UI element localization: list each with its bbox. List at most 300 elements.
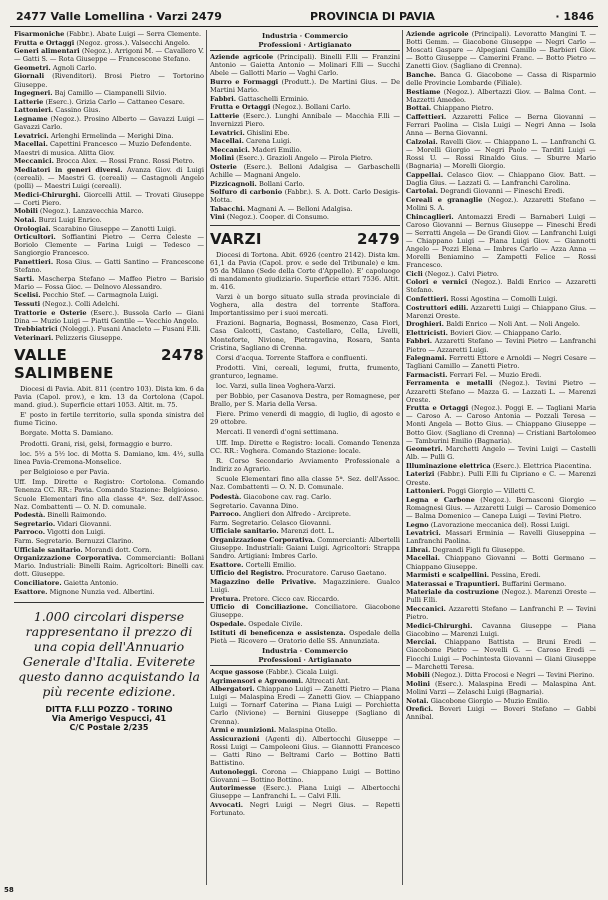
ad-postal-account: C/C Postale 2/235 <box>69 722 149 732</box>
entry-category: Legname <box>14 114 48 123</box>
entry-category: Giornali <box>14 72 45 81</box>
entry-category: Aziende agricole <box>406 30 469 38</box>
directory-entry <box>406 187 596 195</box>
entry-category: Legno <box>406 520 429 529</box>
entry-text: Baj Camillo — Ciampanelli Silvio. <box>52 89 167 98</box>
directory-entry <box>14 554 204 578</box>
entry-category: Levatrici. <box>14 131 49 140</box>
directory-entry <box>14 511 204 519</box>
entry-text: Celasco Giov. — Chiappano Giov. Batt. — Daglia Gius. — Lazzati G. — Lanfranchi Carolina. <box>406 170 596 187</box>
entry-category: Notai. <box>14 216 37 225</box>
description-paragraph: Uff. Imp. Dirette e Registro: locali. Comando Tenenza CC. RR.: Voghera. Comando Stazione: locale. <box>210 438 400 455</box>
directory-entry <box>210 668 400 676</box>
ad-text: 1.000 circolari disperse rappresentano il prezzo di una copia dell'Annuario Generale d'Italia. Eviterete questo danno acquistando la più recente edizione. <box>18 608 200 699</box>
entry-category: Materiale da costruzione <box>406 588 499 597</box>
directory-entry <box>14 309 204 325</box>
entry-category: Mediatori in generi diversi. <box>14 166 123 174</box>
entry-text: Vidari Giovanni. <box>55 519 112 528</box>
directory-entry <box>406 113 596 137</box>
entry-category: Ufficiale sanitario. <box>210 527 279 536</box>
entry-text: Agnoli Carlo. <box>50 63 97 72</box>
entry-category: Bottai. <box>406 104 432 113</box>
entry-text: Arlenghi Ermelinda — Merighi Dina. <box>48 131 174 140</box>
entry-text: (Negoz.). Bollani Carlo. <box>270 103 351 112</box>
entry-text: Segretario. Cavanna Dino. <box>210 501 299 510</box>
entry-text: Bovieri Giov. — Chiappano Carlo. <box>447 328 562 337</box>
directory-entry <box>406 270 596 278</box>
directory-entry <box>406 354 596 370</box>
entry-text: Morandi dott. Corn. <box>82 545 152 554</box>
description-paragraph: Corsi d'acqua. Torrente Staffora e confluenti. <box>216 353 368 362</box>
description-paragraph: Mercati. Il venerdì d'ogni settimana. <box>216 428 339 437</box>
directory-entry <box>14 72 204 88</box>
entry-category: Legna e Carbone <box>406 495 475 504</box>
entry-category: Confettieri. <box>406 295 449 303</box>
header-left: 2477 Valle Lomellina · Varzi 2479 <box>16 10 222 23</box>
entry-category: Tabacchi. <box>210 204 246 213</box>
entry-text: Magnani A. — Belloni Adalgisa. <box>245 204 353 213</box>
description-paragraph: Prodotti. Grani, risi, gelsi, formaggio e burro. <box>20 439 173 448</box>
entry-text: Ravelli Giov. — Chiappano L. — Lanfranchi G. — Morelli Giorgio — Negri Paolo — Tarditi Luigi — Rossi U. — Rossi Rinaldo Gius. — Sburre Mario (Bagnaria) — Morelli Giorgio. <box>406 137 596 170</box>
entry-text: Azzaretti Felice — Berna Giovanni — Ferrari Paolina — Cisla Luigi — Negri Anna — Isola Anna — Berna Giovanni. <box>406 112 596 138</box>
directory-entry <box>14 495 204 511</box>
entry-category: Medici-Chirurghi. <box>406 621 473 630</box>
section-subheading: Professioni · Artigianato <box>210 41 400 51</box>
directory-entry <box>406 445 596 461</box>
entry-category: Assicurazioni <box>210 734 260 743</box>
entry-text: Procuratore. Caruso Gaetano. <box>284 569 387 578</box>
entry-text: (Negoz. gross.). Valsecchi Angelo. <box>74 38 190 47</box>
directory-entry <box>210 527 400 535</box>
town-heading <box>210 230 400 248</box>
entry-text: Magazziniere. Gualco Luigi. <box>210 578 400 595</box>
entry-category: Pretura. <box>210 594 241 603</box>
entry-category: Albergatori. <box>210 685 255 694</box>
entry-text: Ghislini Ebe. <box>244 128 290 137</box>
entry-category: Mobili <box>14 207 38 216</box>
entry-category: Bestiame <box>406 87 441 96</box>
entry-text: (Eserc.). Piana Luigi — Albertocchi Giuseppe — Lanfranchi L. — Calvi F.lli. <box>210 784 400 801</box>
directory-entry <box>210 677 400 685</box>
entry-text: (Negoz.). Poggi E. — Tagliani Maria — Caroso A. — Caroso Antonia — Pozzali Teresa — Monti Angela — Botto Gius. — Chiappano Giuseppe — Botto Giov. (Sagliano di Crenna) — Cristiani Bartolomeo — Tamburini Emilio (Bagnaria). <box>406 404 596 445</box>
directory-entry <box>14 528 204 536</box>
entry-text: Giorcelli Attil. — Trovati Giuseppe — Corti Piero. <box>14 190 204 207</box>
directory-entry <box>14 98 204 106</box>
entry-category: Burro e Formaggi <box>210 77 279 86</box>
entry-category: Parroco. <box>14 528 45 537</box>
header-page: · 1846 <box>555 10 594 23</box>
entry-text: (Fabbr.). Cicala Luigi. <box>263 667 339 676</box>
town-description <box>14 385 204 476</box>
description-paragraph: loc. 5½ a 5½ loc. di Motta S. Damiano, km. 4½, sulla linea Pavia-Cremona-Monselice. <box>14 449 204 466</box>
entry-category: Lattonieri. <box>406 487 446 496</box>
entry-category: Illuminazione elettrica <box>406 461 491 470</box>
entry-text: (Negoz.). Ditta Frocosi e Negri — Tevini Pierino. <box>429 671 595 680</box>
entry-category: Pizzicagnoli. <box>210 179 257 188</box>
entry-category: Organizzazione Corporativa. <box>14 554 122 563</box>
entry-category: Ospedale. <box>210 620 247 628</box>
directory-entry <box>14 157 204 165</box>
entry-text: Vigotti don Luigi. <box>45 528 106 537</box>
entry-text: Pessina, Eredi. <box>489 571 541 580</box>
entry-category: Macellai. <box>14 140 48 149</box>
entry-category: Merciai. <box>406 638 437 647</box>
entry-text: Chiappano Battista — Bruni Eredi — Giacobone Pietro — Novelli G. — Caroso Eredi — Fiocchi Luigi — Pochintesta Giovanni — Giani Giuseppe — Marchetti Teresa. <box>406 638 596 671</box>
entry-text: (Negoz.). Marenzi Oreste — Pulli F.lli. <box>406 588 596 605</box>
entry-category: Fabbri. <box>210 94 237 103</box>
entry-text: Antomazzi Eredi — Barnaberi Luigi — Caroso Giovanni — Bernus Giuseppe — Fineschi Eredi — Serratti Angela — De Grandi Giov. — Lanfranchi Luigi — Chiappano Luigi — Piana Luigi Giov. — Giannotti Angelo — Pozzi Elena — Imbres Carlo — Azza Anna — Morelli Beniamino — Zampetti Felice — Rossi Francesco. <box>406 212 596 270</box>
directory-entry <box>210 629 400 645</box>
entry-category: Farmacisti. <box>406 370 448 379</box>
entry-category: Ingegneri. <box>14 89 53 98</box>
directory-entry <box>406 171 596 187</box>
entry-text: Giacobone cav. rag. Carlo. <box>241 493 332 502</box>
entry-list <box>14 478 204 596</box>
entry-category: Notai. <box>406 696 429 705</box>
entry-category: Latterie <box>210 111 240 120</box>
directory-entry <box>210 146 400 154</box>
directory-entry <box>210 801 400 817</box>
town-name: VALLE SALIMBENE <box>14 345 114 382</box>
entry-category: Colori e vernici <box>406 278 468 287</box>
entry-category: Orefici. <box>406 705 434 714</box>
entry-category: Generi alimentari <box>14 47 80 56</box>
entry-category: Falegnami. <box>406 354 447 363</box>
directory-entry <box>406 320 596 328</box>
directory-entry <box>406 30 596 70</box>
entry-category: Levatrici. <box>210 128 245 137</box>
page-header <box>10 10 598 27</box>
directory-entry <box>14 537 204 545</box>
entry-category: Tessuti <box>14 300 41 308</box>
entry-text: (Negoz.). Azzaretti Stefano — Molini S. A. <box>406 195 596 212</box>
directory-entry <box>406 295 596 303</box>
entry-text: Ferretti Ettore e Arnoldi — Negri Cesare — Tagliani Camillo — Zanetti Pietro. <box>406 354 596 371</box>
directory-entry <box>14 291 204 299</box>
description-paragraph: per Bobbio, per Casanova Destra, per Romagnese, per Brallo, per S. Maria della Versa. <box>210 392 400 409</box>
description-paragraph: Prodotti. Vini, cereali, legumi, frutta, frumento, granturco, legname. <box>210 363 400 380</box>
entry-category: Istituti di beneficenza e assistenza. <box>210 628 346 637</box>
directory-entry <box>14 300 204 308</box>
directory-entry <box>406 337 596 353</box>
directory-entry <box>14 39 204 47</box>
directory-entry <box>406 705 596 721</box>
entry-text: Marchetti Angelo — Tevini Luigi — Castelli Alb. — Pulli G. <box>406 445 596 462</box>
entry-text: Altrecati Ant. <box>303 676 351 685</box>
directory-entry <box>210 536 400 560</box>
entry-category: Marmisti e scalpellini. <box>406 571 489 580</box>
entry-text: Marenzi dott. L. <box>278 527 335 536</box>
entry-text: Binelli Raimondo. <box>45 511 107 520</box>
entry-text: (Fabbr.). S. A. Dott. Carlo Desigis-Motta. <box>210 188 400 205</box>
directory-entry <box>14 47 204 63</box>
directory-entry <box>210 685 400 725</box>
entry-category: Autorimesse <box>210 784 257 793</box>
entry-text: Baldi Enrico — Noli Ant. — Noli Angelo. <box>443 320 580 329</box>
entry-text: (Negoz.). Lanzavecchia Marco. <box>37 207 144 216</box>
entry-text: Degrandi Figli fu Giuseppe. <box>430 545 525 554</box>
entry-text: (Fabbr.). Pulli F.lli fu Cipriano e C. — Marenzi Oreste. <box>406 470 596 487</box>
town-number: 2478 <box>161 345 204 364</box>
entry-text: (Negoz.). Calvi Pietro. <box>422 269 499 278</box>
directory-entry <box>210 561 400 569</box>
entry-text: Rosa Gius. — Gatti Santino — Francescone Stefano. <box>14 258 204 275</box>
entry-text: (Fabbr.). Abate Luigi — Serra Clemente. <box>64 30 202 38</box>
entry-text: Pecchio Stef. — Carmagnola Luigi. <box>40 291 159 300</box>
directory-entry <box>210 180 400 188</box>
entry-text: Chiappano Giovanni — Botti Germano — Chiappano Giuseppe. <box>406 554 596 571</box>
entry-category: Magazzino delle Privative. <box>210 578 317 587</box>
description-paragraph: Diocesi di Pavia. Abit. 811 (centro 103). Dista km. 6 da Pavia (Capol. prov.), e km. 13 da Cortolona (Capol. mand. giud.). Superficie ettari 1053. Altit. m. 75. <box>14 384 204 410</box>
directory-entry <box>406 554 596 570</box>
entry-text: Farm. Segretario. Celasco Giovanni. <box>210 518 332 527</box>
entry-text: Azzaretti Stefano — Lanfranchi P. — Tevini Pietro. <box>406 604 596 622</box>
entry-text: Azzaretti Stefano — Tevini Pietro — Lanfranchi Pietro — Azzaretti Luigi. <box>406 337 596 354</box>
entry-category: Elettricisti. <box>406 328 448 337</box>
entry-list <box>210 668 400 817</box>
entry-category: Macellai. <box>210 137 244 146</box>
entry-category: Librai. <box>406 545 431 554</box>
directory-entry <box>406 622 596 638</box>
entry-category: Conciliatore. <box>14 579 62 588</box>
entry-text: Massari Erminia — Ravelli Giuseppina — Lanfranchi Paolina. <box>406 529 596 546</box>
directory-entry <box>406 88 596 104</box>
directory-entry <box>14 140 204 148</box>
entry-category: Sarti. <box>14 274 35 283</box>
entry-text: (Eserc.). Elettrica Piacentina. <box>490 461 592 470</box>
entry-text: (Negoz.). Prosino Alberto — Gavazzi Luigi — Gavazzi Carlo. <box>14 114 204 132</box>
entry-category: Podestà. <box>210 493 242 502</box>
entry-text: Brocca Alex. — Rossi Franc. Rossi Pietro. <box>53 157 195 166</box>
entry-category: Cicli <box>406 269 423 278</box>
entry-category: Aziende agricole <box>210 53 274 62</box>
entry-category: Laterizi <box>406 470 435 479</box>
directory-entry <box>14 64 204 72</box>
entry-category: Acque gassose <box>210 667 264 676</box>
entry-text: Uff. Imp. Dirette e Registro: Cortolona. Comando Tenenza CC. RR.: Pavia. Comando Stazione: Belgioioso. <box>14 477 204 494</box>
entry-category: Droghieri. <box>406 320 444 329</box>
entry-text: Azzaretti Luigi — Chiappano Gius. — Marenzi Oreste. <box>406 303 596 320</box>
directory-entry <box>406 588 596 604</box>
directory-entry <box>210 603 400 619</box>
directory-entry <box>210 137 400 145</box>
entry-category: Meccanici. <box>210 145 250 154</box>
directory-entry <box>210 103 400 111</box>
page-number: 58 <box>4 886 14 894</box>
entry-category: Mobili <box>406 671 430 680</box>
directory-entry <box>210 578 400 594</box>
directory-entry <box>210 95 400 103</box>
entry-text: (Principali). Binelli F.lli — Franzini Antonio — Gaietta Antonio — Molinari F.lli — Succhi Abele — Gallotti Mario — Vaghi Carlo. <box>210 53 400 78</box>
entry-text: Ospedale Civile. <box>246 620 303 628</box>
entry-text: Maestri di musica. Alitta Giov. <box>14 148 115 157</box>
entry-text: (Negoz.). Cooper. di Consumo. <box>224 213 329 222</box>
description-paragraph: Diocesi di Tortona. Abit. 6926 (centro 2142). Dista km. 61,1 da Pavia (Capol. prov. e sede del Tribunale) e km. 95 da Milano (Sede della Corte d'Appello). E' capoluogo di mandamento giudiziario. Superficie ettari 7536. Altit. m. 416. <box>210 250 400 291</box>
entry-text: Farm. Segretario. Bernuzzi Clarino. <box>14 537 134 546</box>
entry-text: Maderi Emilio. <box>249 145 302 154</box>
entry-text: (Eserc.). Belloni Adalgisa — Garbaschelli Achille — Magnani Angelo. <box>210 162 400 179</box>
directory-entry <box>210 493 400 501</box>
directory-entry <box>14 115 204 131</box>
entry-text: Capettini Francesco — Muzio Defendente. <box>47 140 192 149</box>
directory-entry <box>406 638 596 670</box>
entry-text: Scuole Elementari fino alla classe 4ª. Sez. dell'Assoc. Naz. Combattenti — O. N. D. comunale. <box>14 494 204 511</box>
column-3 <box>406 30 596 890</box>
entry-text: Buffarini Germano. <box>499 579 567 588</box>
directory-entry <box>14 325 204 333</box>
entry-text: Chiappano Luigi — Zanetti Pietro — Piana Luigi — Malaspina Eredi — Zanetti Giov. — Chiappano Luigi — Tornarf Caterina — Piana Luigi — Porchietta Carlo (Nivione) — Bernini Giuseppe (Sagliano di Crenna). <box>210 685 400 726</box>
directory-entry <box>14 89 204 97</box>
entry-category: Ferramenta e metalli <box>406 379 493 388</box>
directory-entry <box>406 213 596 270</box>
entry-text: Negri Luigi — Negri Gius. — Repetti Fortunato. <box>210 800 400 818</box>
entry-text: Malaspina Otello. <box>276 726 338 735</box>
entry-category: Trebbiatrici <box>14 325 58 334</box>
directory-entry <box>210 595 400 603</box>
directory-entry <box>210 53 400 77</box>
entry-text: Gattaschelli Erminio. <box>236 94 309 103</box>
entry-category: Vini <box>210 213 225 222</box>
entry-text: Degrandi Giovanni — Fineschi Eredi. <box>438 187 565 196</box>
directory-entry <box>406 487 596 495</box>
entry-text: Corona — Chiappano Luigi — Bottino Giovanni — Bottino Bottino. <box>210 767 400 784</box>
directory-entry <box>14 520 204 528</box>
directory-entry <box>406 496 596 520</box>
entry-category: Armi e munizioni. <box>210 726 277 735</box>
directory-entry <box>406 278 596 294</box>
entry-category: Chincaglieri. <box>406 212 454 221</box>
entry-list <box>210 493 400 645</box>
directory-entry <box>210 112 400 128</box>
column-divider <box>206 30 207 885</box>
directory-entry <box>210 129 400 137</box>
directory-entry <box>210 188 400 204</box>
entry-text: (Produtt.). De Martini Gius. — De Martini Mario. <box>210 77 400 95</box>
directory-entry <box>14 191 204 207</box>
directory-entry <box>14 30 204 38</box>
entry-text: (Principali). Levoratto Mangini T. — Botti Gemm. — Giacobone Giuseppe — Negri Carlo — Moscati Gaspare — Alpegiani Camillo — Barbieri Giov. — Botto Giuseppe — Camerini Franc. — Botto Pietro — Zanetti Giov. (Sagliano di Crenna). <box>406 30 596 71</box>
description-paragraph: Scuole Elementari fino alla classe 5ª. Sez. dell'Assoc. Naz. Combattenti — O. N. D. Comunale. <box>210 474 400 491</box>
directory-entry <box>14 106 204 114</box>
section-subheading: Professioni · Artigianato <box>210 656 400 666</box>
entry-category: Orologiai. <box>14 224 51 233</box>
description-paragraph: Borgate. Motta S. Damiano. <box>20 429 114 438</box>
entry-category: Geometri. <box>14 63 51 72</box>
description-paragraph: per Belgioioso e per Pavia. <box>20 467 110 476</box>
directory-entry <box>406 404 596 444</box>
directory-entry <box>210 768 400 784</box>
directory-entry <box>406 521 596 529</box>
description-paragraph: Fiere. Primo venerdì di maggio, di luglio, di agosto e 29 ottobre. <box>210 410 400 427</box>
directory-entry <box>210 78 400 94</box>
entry-text: Bollani Carlo. <box>256 179 305 188</box>
description-paragraph: Frazioni. Bagnaria, Bognassi, Bosmenzo, Casa Fiori, Casa Galcotti, Castano, Castellaro, Cella, Livelli, Monteforte, Nivione, Pietragavina, Rosara, Santa Cristina, Sagliano di Crenna. <box>210 319 400 352</box>
directory-entry <box>14 149 204 157</box>
directory-entry <box>406 462 596 470</box>
directory-entry <box>406 671 596 679</box>
entry-category: Osterie <box>210 162 237 171</box>
directory-entry <box>14 207 204 215</box>
entry-category: Cartolai. <box>406 187 439 196</box>
directory-entry <box>14 546 204 554</box>
entry-category: Panettieri. <box>14 258 54 267</box>
entry-category: Esattore. <box>14 587 48 596</box>
entry-text: Scarabino Giuseppe — Zanotti Luigi. <box>50 224 177 233</box>
entry-text: Chiappano Pietro. <box>431 104 494 113</box>
entry-category: Materassai e Trapuntieri. <box>406 579 500 588</box>
entry-category: Frutta e Ortaggi <box>406 404 469 413</box>
entry-text: (Agenti di). Albertocchi Giuseppe — Rossi Luigi — Campoleoni Gius. — Giannotti Francesco — Gatti Rino — Beltrami Carlo — Bottino Batti Battistino. <box>210 734 400 767</box>
town-number: 2479 <box>357 229 400 248</box>
column-1 <box>14 30 204 890</box>
entry-category: Calzolai. <box>406 137 438 146</box>
town-name: VARZI <box>210 229 262 248</box>
entry-category: Molini <box>210 154 235 163</box>
entry-category: Cappellai. <box>406 170 444 179</box>
entry-text: (Eserc.). Grizia Carlo — Cattaneo Cesare. <box>43 97 185 106</box>
entry-category: Geometri. <box>406 445 443 454</box>
entry-category: Fisarmoniche <box>14 30 65 38</box>
entry-category: Podestà. <box>14 511 46 520</box>
directory-entry <box>406 329 596 337</box>
entry-category: Macellai. <box>406 554 440 563</box>
entry-text: Banca G. Giacobone — Cassa di Risparmio delle Provincie Lombarde (Filiale). <box>406 70 596 88</box>
directory-entry <box>406 470 596 486</box>
entry-category: Medici-Chirurghi. <box>14 190 81 199</box>
entry-category: Latterie <box>14 97 44 106</box>
entry-text: Commercianti: Bollani Mario. Industriali: Binelli Raim. Agricoltori: Binelli cav. dott. Giuseppe. <box>14 554 204 579</box>
town-description <box>210 251 400 492</box>
entry-category: Agrimensori e Agronomi. <box>210 676 304 685</box>
directory-entry <box>14 334 204 342</box>
directory-entry <box>14 225 204 233</box>
entry-text: (Noleggi.). Fusani Anacleto — Fusani F.lli. <box>57 325 201 334</box>
entry-text: Rossi Agostina — Comolli Luigi. <box>448 295 558 303</box>
directory-entry <box>406 138 596 170</box>
entry-category: Caffettieri. <box>406 112 447 121</box>
directory-entry <box>406 71 596 87</box>
description-paragraph: E' posto in fertile territorio, sulla sponda sinistra del fiume Ticino. <box>14 411 204 428</box>
directory-entry <box>406 546 596 554</box>
entry-category: Autonoleggi. <box>210 767 258 776</box>
ad-address: Via Amerigo Vespucci, 41 <box>51 713 167 723</box>
entry-text: Gaietta Antonio. <box>61 579 119 588</box>
entry-text: Carena Luigi. <box>243 137 292 146</box>
directory-entry <box>406 379 596 403</box>
entry-text: Conciliatore. Giacobone Giuseppe. <box>210 603 400 620</box>
entry-category: Fabbri. <box>406 337 433 346</box>
description-paragraph: Varzi è un borgo situato sulla strada provinciale di Voghera, alla destra del torrente Staffora. Importantissimo per i suoi mercati. <box>210 293 400 318</box>
entry-category: Costruttori edili. <box>406 303 469 312</box>
entry-category: Frutta e Ortaggi <box>14 38 75 47</box>
directory-entry <box>406 371 596 379</box>
entry-category: Lattonieri. <box>14 106 54 115</box>
entry-text: Ospedale della Pietà — Ricovero — Oratorio delle SS. Annunziata. <box>210 628 400 645</box>
entry-text: Soffiantini Pietro — Cerra Celeste — Boriolo Clemente — Farina Luigi — Tedesco — Sangiorgio Francesco. <box>14 233 204 258</box>
entry-text: (Negoz.). Arrigoni M. — Cavallero V. — Gatti S. — Rota Giuseppe — Francescone Stefano. <box>14 47 204 64</box>
entry-text: (Negoz.). Colli Adelchi. <box>40 300 120 308</box>
directory-entry <box>14 275 204 291</box>
advertisement <box>14 602 204 732</box>
directory-entry <box>210 502 400 510</box>
directory-entry <box>14 233 204 257</box>
entry-category: Frutta e Ortaggi <box>210 103 271 112</box>
entry-category: Solfuro di carbonio <box>210 188 283 197</box>
section-heading: Industria · Commercio <box>262 646 348 655</box>
entry-category: Meccanici. <box>14 157 54 166</box>
entry-text: Mignone Nunzia ved. Albertini. <box>47 587 155 596</box>
entry-category: Banche. <box>406 70 436 79</box>
